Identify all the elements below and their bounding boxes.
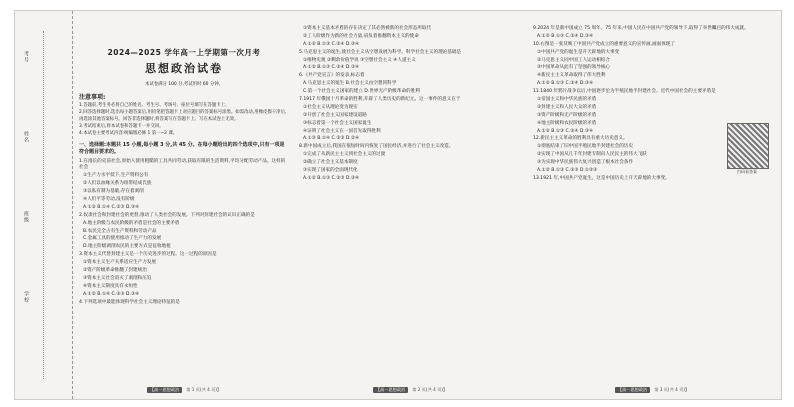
question-line: A.地主阶级与农民阶级的矛盾是社会的主要矛盾 (83, 220, 180, 226)
question-line: A.①② B.①③ C.②④ D.③④ (537, 81, 594, 87)
question-line: 3.资本主义代替封建主义是一个历史进步的过程。这一过程的原因是 (79, 252, 217, 258)
question-line: 2.奴隶社会和封建社会的更替,推动了人类社会的发展。下列对封建社会的认识正确的是 (79, 212, 255, 218)
exam-subject-title: 思想政治试卷 (145, 62, 223, 76)
exam-meta: 本试卷满分 100 分,考试用时 60 分钟。 (144, 81, 224, 87)
question-line: ①帝国主义和中华民族的矛盾 (537, 97, 597, 103)
question-line: ①唯物史观 ②剩余价值学说 ③空想社会主义 ④人道主义 (303, 57, 416, 63)
page-column-2 (299, 25, 521, 380)
question-line: 7.1917 年俄国十月革命的胜利,开辟了人类历史的新纪元。这一事件的意义在于 (299, 97, 461, 103)
question-line: A.马克思主义的诞生 B.社会主义由空想到科学 (303, 81, 397, 87)
question-line: A.①② B.①③ C.②④ D.③④ (303, 41, 360, 47)
question-line: C.第一个社会主义国家的建立 D.世界无产阶级革命的胜利 (303, 89, 420, 95)
question-line: ②封建主义和人民大众的矛盾 (537, 104, 597, 110)
notes-heading: 注意事项: (79, 94, 106, 102)
note-item: 3.考试结束后,将本试卷和答题卡一并交回。 (79, 123, 164, 129)
question-line: ②开创了社会主义国家建设道路 (303, 112, 367, 118)
question-line: 8.新中国成立后,我国在很短时间内恢复了国民经济,并进行了社会主义改造。 (299, 144, 454, 150)
page-column-3 (533, 25, 771, 380)
section-heading: 一、选择题:本题共 15 小题,每小题 3 分,共 45 分。在每小题给出的四个选项中,只有一项是符合题目要求的。 (79, 141, 285, 155)
question-line: ④资本主义制度具有永恒性 (83, 283, 138, 289)
question-line: ①生产力水平低下,生产资料公有 (83, 173, 149, 179)
question-line: ①资本主义生产关系适应生产力发展 (83, 260, 157, 266)
question-line: 10.右图是一张反映了中国共产党成立的重要意义的宣传画,画面体现了 (533, 41, 675, 47)
question-line: 12.新民主主义革命的胜利具有重大历史意义。 (533, 136, 628, 142)
binding-label-exam-no: 考号 (23, 51, 29, 63)
question-line: A.①③ B.①④ C.②③ D.②④ (303, 136, 360, 142)
question-line: 6.《共产党宣言》的发表,标志着 (299, 73, 365, 79)
question-line: ②工人阶级作为新的社会力量,肩负着推翻资本主义的使命 (303, 33, 419, 39)
question-line: D.地主阶级剥削农民的主要方式是征收地租 (83, 244, 171, 250)
question-line: 13.1921 年,中国共产党诞生。这是中国历史上开天辟地的大事变。 (533, 175, 670, 181)
question-line: A.①② B.①④ C.②③ D.③④ (83, 204, 140, 210)
page-footer-1 (79, 386, 289, 393)
question-line: 1.在漫长的史前社会,原始人使用粗糙的工具共同劳动,获取有限的生活资料,平均分配劳动产品。这样的社会 (79, 158, 286, 171)
question-line: ①中国共产党的诞生是开天辟地的大事变 (537, 49, 620, 55)
question-line: ③资产阶级和无产阶级的矛盾 (537, 112, 597, 118)
question-line: A.①② B.①③ C.②③ D.①②③ (537, 168, 598, 174)
note-item: 2.回答选择题时,选出每小题答案后,用铅笔把答题卡上对应题目的答案标号涂黑。如需改动,用橡皮擦干净后,再选涂其他答案标号。回答非选择题时,将答案写在答题卡上。写在本试卷上无效。 (79, 110, 287, 123)
qr-code-image (727, 123, 769, 169)
question-line: ②实现了中国从几千年封建专制向人民民主的伟大飞跃 (537, 152, 647, 158)
question-line: ③为实现中华民族伟大复兴创造了根本社会条件 (537, 160, 633, 166)
question-line: A.①② B.①③ C.②④ D.③④ (537, 33, 594, 39)
binding-margin (15, 11, 73, 399)
question-line: ①完成了从新民主主义到社会主义的过渡 (303, 152, 386, 158)
exam-sheet (14, 10, 782, 400)
question-line: ③标志着第一个社会主义国家诞生 (303, 120, 372, 126)
question-line: A.①② B.①③ C.②④ D.③④ (537, 128, 594, 134)
question-line: A.①② B.①③ C.②③ D.③④ (303, 175, 360, 181)
page-footer-3 (533, 386, 771, 393)
question-line: ②马克思主义同中国工人运动相结合 (537, 57, 611, 63)
question-list-1 (79, 159, 289, 307)
note-item: 4.本试卷主要考试内容:统编版必修 1 第一~2 课。 (79, 130, 178, 136)
question-line: ②确立了社会主义基本制度 (303, 160, 358, 166)
binding-line (43, 31, 44, 379)
question-line: 11.1840 年鸦片战争以后,中国逐步沦为半殖民地半封建社会。近代中国社会的主要矛盾是 (533, 89, 716, 95)
page-footer-2 (299, 386, 521, 393)
binding-label-school: 学校 (23, 291, 29, 303)
question-line: ④人们平等劳动,没有阶级 (83, 196, 135, 202)
footer-text: 第 2 页(共 4 页)】 (412, 386, 448, 392)
question-line: ①社会主义从理论变为现实 (303, 104, 358, 110)
binding-label-class: 班级 (23, 211, 29, 223)
question-line: ③实现了国家的全面现代化 (303, 168, 358, 174)
question-line: A.①② B.①④ C.②③ D.③④ (83, 291, 140, 297)
question-line: ④证明了社会主义在一国首先取得胜利 (303, 128, 381, 134)
question-line: 4.下列选项中最能体现科学社会主义理论特征的是 (79, 299, 180, 305)
footer-text: 第 1 页(共 4 页)】 (186, 386, 222, 392)
question-line: A.①② B.①③ C.②④ D.③④ (303, 65, 360, 71)
question-line: ③资本主义社会消灭了剥削和压迫 (83, 275, 152, 281)
question-line: ④新民主主义革命取得了伟大胜利 (537, 73, 606, 79)
footer-tag: 【高一思想政治 (373, 387, 408, 393)
question-line: ④地主阶级和农民阶级的矛盾 (537, 120, 597, 126)
exam-year-title: 2024—2025 学年高一上学期第一次月考 (107, 48, 261, 57)
footer-tag: 【高一思想政治 (615, 387, 650, 393)
question-line: ②人们以血缘关系为纽带结成氏族 (83, 181, 152, 187)
question-line: C.金属工具的使用推动了生产力的发展 (83, 236, 162, 242)
question-line: ①资本主义基本矛盾的存在决定了其必然被新的社会形态所取代 (303, 26, 432, 31)
question-line: B.农民完全占有生产资料和劳动产品 (83, 228, 157, 234)
question-list-2 (299, 26, 521, 183)
question-line: 9.2024 年是新中国成立 75 周年。75 年来,中国人民在中国共产党的领导下,取得了举世瞩目的伟大成就。 (533, 26, 749, 31)
page-column-1 (79, 25, 289, 380)
qr-caption: 扫码看答案 (737, 169, 757, 174)
question-line: ①彻底结束了旧中国半殖民地半封建社会的历史 (537, 144, 633, 150)
binding-label-name: 姓名 (23, 131, 29, 143)
note-item: 1.答题前,考生务必将自己的姓名、考生号、考场号、座位号填写在答题卡上。 (79, 103, 230, 109)
question-line: ②资产阶级革命推翻了封建统治 (83, 267, 147, 273)
footer-text: 第 3 页(共 4 页)】 (654, 386, 690, 392)
question-line: ③以私有制为基础,存在着剥削 (83, 189, 144, 195)
question-line: ③中国革命从此有了坚强的领导核心 (537, 65, 611, 71)
question-line: 5.马克思主义的诞生,使社会主义从空想发展为科学。科学社会主义的理论基础是 (299, 49, 462, 55)
footer-tag: 【高一思想政治 (147, 387, 182, 393)
